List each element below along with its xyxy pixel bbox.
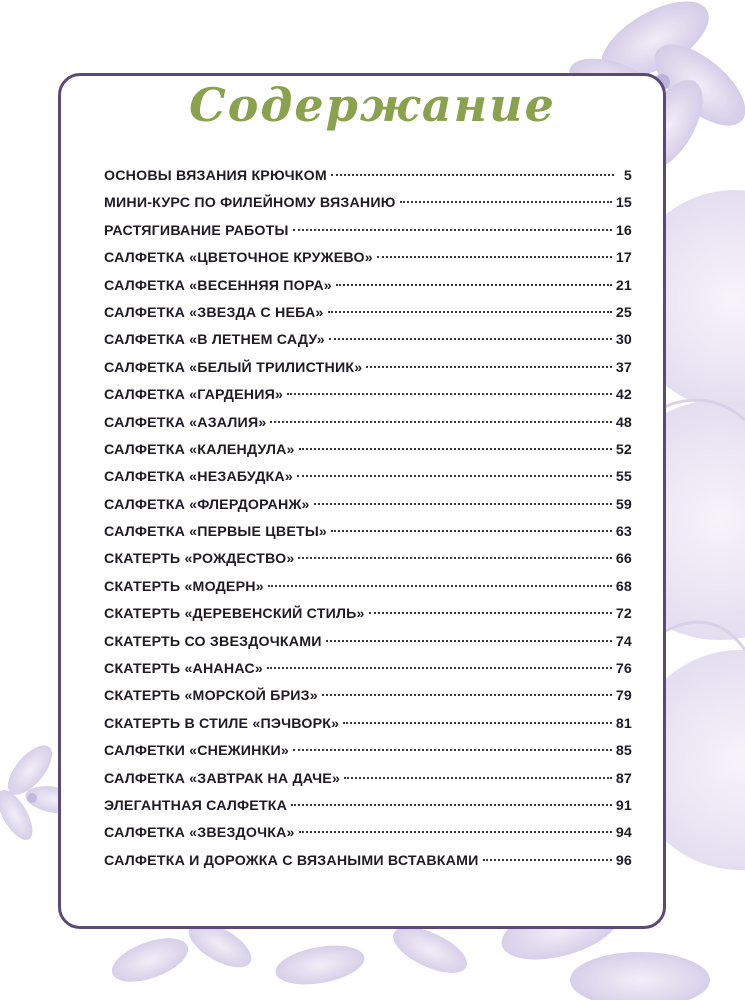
dot-leader [336, 284, 612, 286]
toc-entry[interactable] [104, 798, 632, 825]
toc-entry-page: 30 [615, 332, 632, 349]
toc-entry-page: 15 [615, 195, 632, 212]
toc-entry[interactable] [104, 305, 632, 332]
dot-leader [287, 393, 612, 395]
toc-entry[interactable] [104, 743, 632, 770]
toc-entry-page: 87 [615, 770, 632, 787]
toc-entry[interactable] [104, 442, 632, 469]
toc-entry-title: СКАТЕРТЬ «АНАНАС» [104, 661, 263, 678]
toc-entry[interactable] [104, 524, 632, 551]
toc-entry-page: 66 [615, 551, 632, 568]
dot-leader [343, 722, 612, 724]
dot-leader [331, 174, 614, 176]
toc-entry[interactable] [104, 579, 632, 606]
toc-entry[interactable] [104, 853, 632, 880]
dot-leader [331, 530, 612, 532]
toc-entry[interactable] [104, 332, 632, 359]
toc-entry[interactable] [104, 360, 632, 387]
toc-entry[interactable] [104, 661, 632, 688]
toc-entry[interactable] [104, 634, 632, 661]
toc-entry-page: 17 [615, 250, 632, 267]
dot-leader [297, 475, 612, 477]
toc-entry-title: САЛФЕТКА «ВЕСЕННЯЯ ПОРА» [104, 277, 332, 294]
toc-entry[interactable] [104, 469, 632, 496]
toc-entry-title: СКАТЕРТЬ «МОРСКОЙ БРИЗ» [104, 688, 318, 705]
dot-leader [344, 777, 612, 779]
dot-leader [329, 338, 612, 340]
toc-entry[interactable] [104, 223, 632, 250]
dot-leader [322, 694, 612, 696]
toc-entry-page: 79 [615, 688, 632, 705]
toc-entry[interactable] [104, 497, 632, 524]
toc-entry-page: 21 [615, 277, 632, 294]
toc-entry[interactable] [104, 387, 632, 414]
toc-entry-title: ОСНОВЫ ВЯЗАНИЯ КРЮЧКОМ [104, 168, 327, 184]
dot-leader [270, 421, 611, 423]
toc-entry[interactable] [104, 771, 632, 798]
dot-leader [366, 366, 611, 368]
toc-entry-page: 5 [623, 168, 632, 184]
toc-entry-title: САЛФЕТКА «В ЛЕТНЕМ САДУ» [104, 332, 325, 349]
toc-entry-title: СКАТЕРТЬ СО ЗВЕЗДОЧКАМИ [104, 633, 322, 650]
dot-leader [268, 585, 612, 587]
dot-leader [298, 557, 611, 559]
table-of-contents [104, 168, 632, 880]
toc-entry-page: 81 [615, 715, 632, 732]
toc-entry-title: САЛФЕТКА «ЗВЕЗДОЧКА» [104, 825, 295, 842]
toc-entry-title: САЛФЕТКА «НЕЗАБУДКА» [104, 469, 293, 486]
toc-entry-title: САЛФЕТКА «АЗАЛИЯ» [104, 414, 267, 431]
toc-entry-page: 48 [615, 414, 632, 431]
toc-entry-page: 42 [615, 387, 632, 404]
toc-entry-page: 63 [615, 524, 632, 541]
toc-entry[interactable] [104, 825, 632, 852]
toc-entry-page: 72 [615, 606, 632, 623]
dot-leader [314, 503, 612, 505]
toc-entry-page: 55 [615, 469, 632, 486]
toc-entry[interactable] [104, 250, 632, 277]
toc-entry[interactable] [104, 278, 632, 305]
toc-entry-title: САЛФЕТКА «ПЕРВЫЕ ЦВЕТЫ» [104, 524, 328, 541]
toc-entry-page: 85 [615, 743, 632, 760]
dot-leader [293, 229, 612, 231]
toc-entry-title: САЛФЕТКА «ЦВЕТОЧНОЕ КРУЖЕВО» [104, 250, 373, 267]
toc-entry-title: СКАТЕРТЬ В СТИЛЕ «ПЭЧВОРК» [104, 715, 340, 732]
toc-entry[interactable] [104, 168, 632, 195]
toc-entry-page: 74 [615, 633, 632, 650]
toc-entry-page: 59 [615, 496, 632, 513]
toc-entry[interactable] [104, 195, 632, 222]
toc-entry[interactable] [104, 551, 632, 578]
toc-entry-page: 91 [615, 797, 632, 814]
dot-leader [291, 804, 612, 806]
toc-entry-title: САЛФЕТКА «ЗВЕЗДА С НЕБА» [104, 304, 324, 321]
toc-entry-page: 94 [615, 825, 632, 842]
toc-entry-page: 96 [615, 852, 632, 869]
toc-entry-title: ЭЛЕГАНТНАЯ САЛФЕТКА [104, 797, 288, 814]
toc-entry[interactable] [104, 716, 632, 743]
dot-leader [299, 448, 612, 450]
dot-leader [483, 859, 612, 861]
toc-entry[interactable] [104, 415, 632, 442]
dot-leader [293, 749, 612, 751]
toc-entry-title: САЛФЕТКИ «СНЕЖИНКИ» [104, 743, 289, 760]
toc-entry-page: 52 [615, 441, 632, 458]
toc-entry-title: СКАТЕРТЬ «РОЖДЕСТВО» [104, 551, 295, 568]
page-title: Содержание [189, 78, 556, 132]
toc-entry-page: 68 [615, 578, 632, 595]
toc-entry-title: МИНИ-КУРС ПО ФИЛЕЙНОМУ ВЯЗАНИЮ [104, 195, 396, 212]
dot-leader [369, 612, 612, 614]
dot-leader [328, 311, 612, 313]
toc-entry-page: 16 [615, 222, 632, 239]
dot-leader [299, 831, 612, 833]
toc-entry-title: СКАТЕРТЬ «ДЕРЕВЕНСКИЙ СТИЛЬ» [104, 606, 365, 623]
dot-leader [400, 201, 612, 203]
toc-entry-title: САЛФЕТКА «ЗАВТРАК НА ДАЧЕ» [104, 770, 341, 787]
toc-entry-title: САЛФЕТКА «ГАРДЕНИЯ» [104, 387, 284, 404]
toc-entry-title: САЛФЕТКА И ДОРОЖКА С ВЯЗАНЫМИ ВСТАВКАМИ [104, 852, 479, 869]
toc-entry[interactable] [104, 606, 632, 633]
toc-entry-title: САЛФЕТКА «ФЛЕРДОРАНЖ» [104, 496, 310, 513]
toc-entry-title: САЛФЕТКА «КАЛЕНДУЛА» [104, 441, 295, 458]
toc-entry-page: 25 [615, 304, 632, 321]
toc-entry[interactable] [104, 688, 632, 715]
toc-entry-title: РАСТЯГИВАНИЕ РАБОТЫ [104, 222, 289, 239]
toc-entry-title: СКАТЕРТЬ «МОДЕРН» [104, 578, 264, 595]
dot-leader [377, 256, 612, 258]
toc-entry-title: САЛФЕТКА «БЕЛЫЙ ТРИЛИСТНИК» [104, 359, 363, 376]
dot-leader [267, 667, 612, 669]
toc-entry-page: 76 [615, 661, 632, 678]
toc-entry-page: 37 [615, 359, 632, 376]
dot-leader [326, 640, 612, 642]
